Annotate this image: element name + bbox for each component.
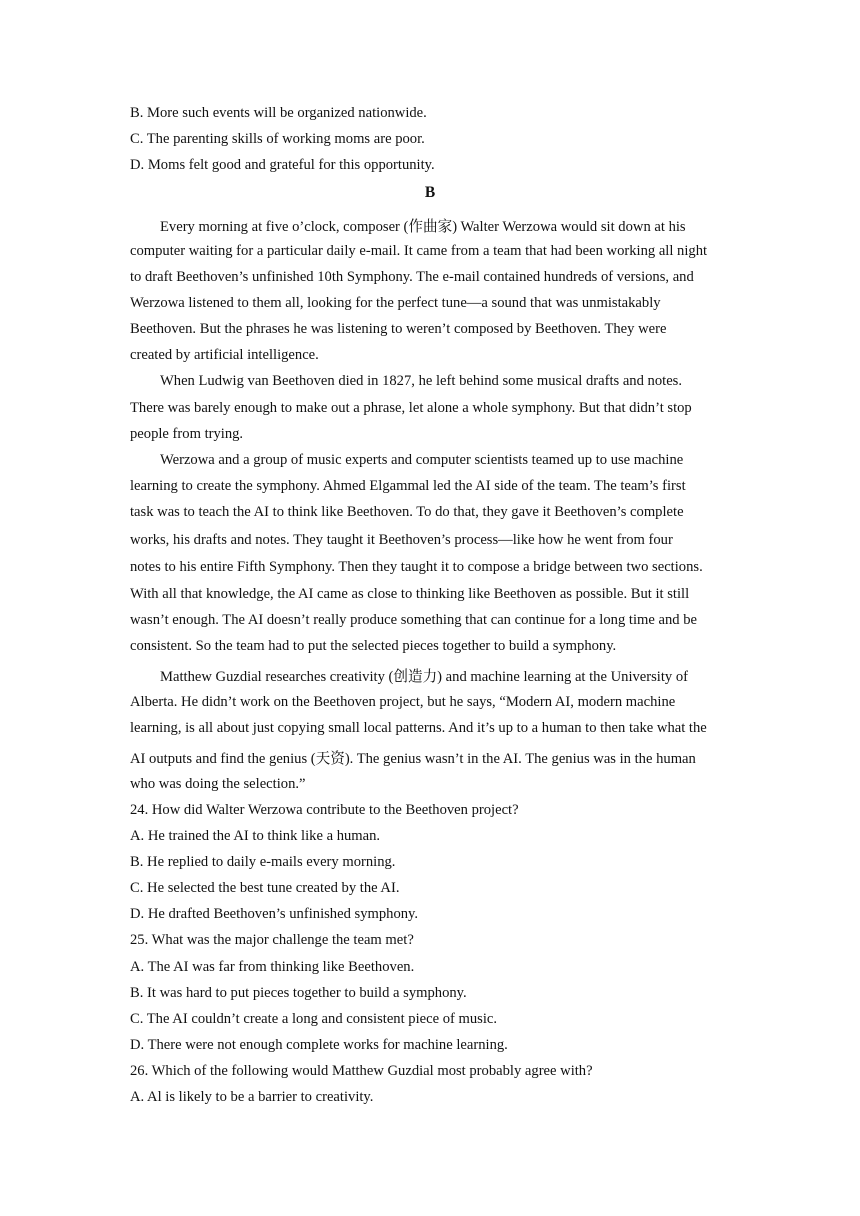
passage-line: task was to teach the AI to think like Beethoven. To do that, they gave it Beethoven’s complete <box>130 504 684 520</box>
question-option: B. It was hard to put pieces together to build a symphony. <box>130 985 467 1001</box>
passage-line: There was barely enough to make out a phrase, let alone a whole symphony. But that didn’t stop <box>130 400 692 416</box>
passage-line: Beethoven. But the phrases he was listening to weren’t composed by Beethoven. They were <box>130 321 667 337</box>
question-option: C. The AI couldn’t create a long and consistent piece of music. <box>130 1011 498 1027</box>
prev-option-b: B. More such events will be organized nationwide. <box>130 105 427 121</box>
question-option: B. He replied to daily e-mails every morning. <box>130 854 396 870</box>
passage-line: Werzowa and a group of music experts and computer scientists teamed up to use machine <box>160 452 684 468</box>
passage-line: wasn’t enough. The AI doesn’t really produce something that can continue for a long time and be <box>130 612 697 628</box>
passage-line: created by artificial intelligence. <box>130 347 319 363</box>
question-stem: 25. What was the major challenge the team met? <box>130 932 414 948</box>
passage-line: to draft Beethoven’s unfinished 10th Symphony. The e-mail contained hundreds of versions, and <box>130 269 694 285</box>
question-stem: 24. How did Walter Werzowa contribute to the Beethoven project? <box>130 802 519 818</box>
passage-line: Matthew Guzdial researches creativity (创造力) and machine learning at the University of <box>160 669 689 685</box>
passage-line: AI outputs and find the genius (天资). The genius wasn’t in the AI. The genius was in the human <box>130 751 696 767</box>
question-option: D. There were not enough complete works for machine learning. <box>130 1037 508 1053</box>
passage-line: When Ludwig van Beethoven died in 1827, he left behind some musical drafts and notes. <box>160 373 683 389</box>
passage-line: Werzowa listened to them all, looking for the perfect tune—a sound that was unmistakably <box>130 295 661 311</box>
passage-line: Alberta. He didn’t work on the Beethoven project, but he says, “Modern AI, modern machine <box>130 694 676 710</box>
passage-line: Every morning at five o’clock, composer (作曲家) Walter Werzowa would sit down at his <box>160 219 686 235</box>
prev-option-c: C. The parenting skills of working moms are poor. <box>130 131 425 147</box>
passage-line: who was doing the selection.” <box>130 776 306 792</box>
question-stem: 26. Which of the following would Matthew Guzdial most probably agree with? <box>130 1063 593 1079</box>
passage-line: notes to his entire Fifth Symphony. Then they taught it to compose a bridge between two sections. <box>130 559 703 575</box>
question-option: C. He selected the best tune created by the AI. <box>130 880 400 896</box>
passage-line: learning, is all about just copying small local patterns. And it’s up to a human to then take what the <box>130 720 707 736</box>
question-option: D. He drafted Beethoven’s unfinished symphony. <box>130 906 419 922</box>
passage-line: consistent. So the team had to put the selected pieces together to build a symphony. <box>130 638 617 654</box>
passage-line: With all that knowledge, the AI came as close to thinking like Beethoven as possible. But it still <box>130 586 690 602</box>
prev-option-d: D. Moms felt good and grateful for this opportunity. <box>130 157 435 173</box>
passage-line: people from trying. <box>130 426 244 442</box>
question-option: A. He trained the AI to think like a human. <box>130 828 381 844</box>
passage-line: works, his drafts and notes. They taught it Beethoven’s process—like how he went from four <box>130 532 673 548</box>
question-option: A. The AI was far from thinking like Beethoven. <box>130 959 415 975</box>
question-option: A. Al is likely to be a barrier to creativity. <box>130 1089 374 1105</box>
passage-line: learning to create the symphony. Ahmed Elgammal led the AI side of the team. The team’s first <box>130 478 686 494</box>
section-heading: B <box>424 184 436 201</box>
passage-line: computer waiting for a particular daily e-mail. It came from a team that had been working all night <box>130 243 708 259</box>
